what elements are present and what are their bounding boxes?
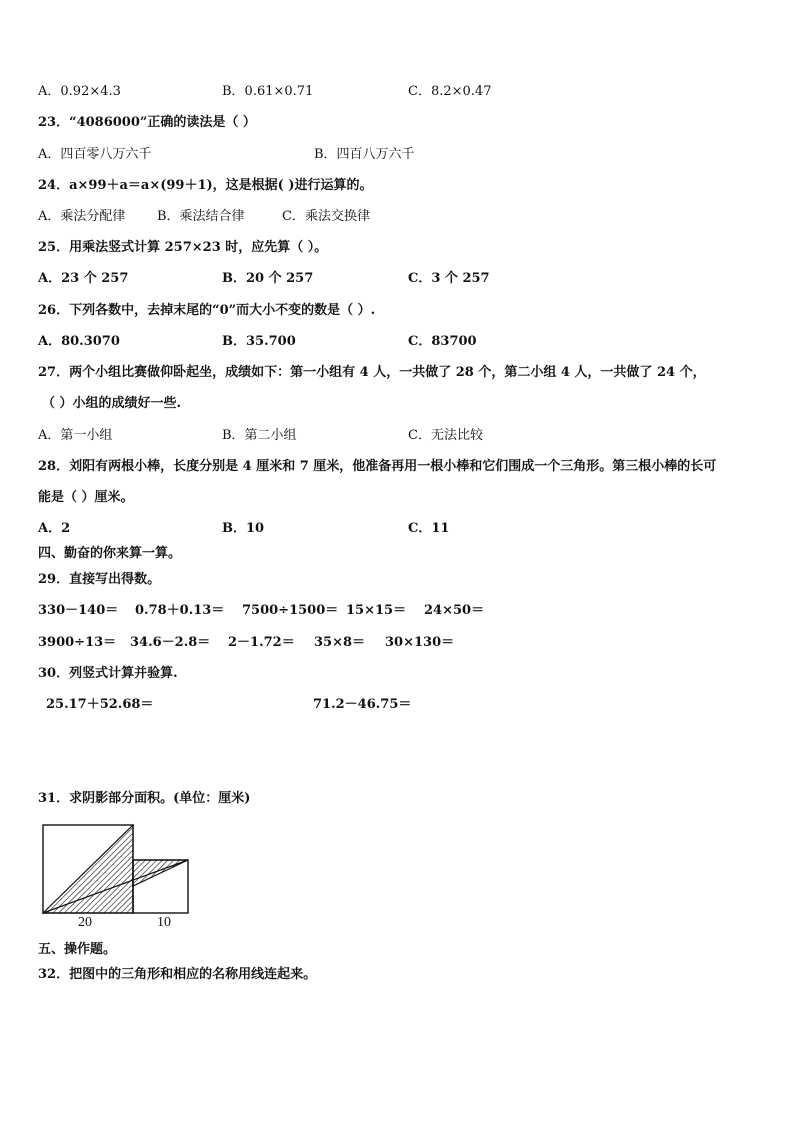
q31-label-20: 20 xyxy=(78,915,92,930)
q24-option-c: C．乘法交换律 xyxy=(282,209,370,224)
q24-question: 24．a×99＋a＝a×(99＋1)，这是根据( )进行运算的。 xyxy=(38,178,373,193)
q30-question: 30．列竖式计算并验算. xyxy=(38,666,178,681)
q31-shaded-area-figure xyxy=(38,820,198,938)
section-5-heading: 五、操作题。 xyxy=(38,942,117,957)
q29-row1-item4: 15×15＝ xyxy=(346,603,407,618)
q31-shaded-triangle-1 xyxy=(43,825,133,913)
q22-option-a: A．0.92×4.3 xyxy=(38,84,121,99)
q22-option-c: C．8.2×0.47 xyxy=(408,84,492,99)
q26-option-c: C．83700 xyxy=(408,334,477,349)
q28-option-a: A．2 xyxy=(38,521,71,536)
q31-label-10: 10 xyxy=(157,915,171,930)
q23-option-b: B．四百八万六千 xyxy=(314,147,415,162)
q28-question-line2: 能是（ ）厘米。 xyxy=(38,490,134,505)
q29-row2-item2: 34.6－2.8＝ xyxy=(130,635,211,650)
q29-row1-item2: 0.78＋0.13＝ xyxy=(135,603,225,618)
q25-question: 25．用乘法竖式计算 257×23 时，应先算（ ）。 xyxy=(38,240,328,255)
q29-row2-item4: 35×8＝ xyxy=(314,635,366,650)
q27-question-line2: （ ）小组的成绩好一些. xyxy=(42,396,182,411)
q25-option-b: B．20 个 257 xyxy=(222,271,314,286)
q30-item2: 71.2－46.75＝ xyxy=(313,697,412,712)
q26-option-a: A．80.3070 xyxy=(38,334,120,349)
q27-option-a: A．第一小组 xyxy=(38,428,113,443)
q30-item1: 25.17＋52.68＝ xyxy=(46,697,154,712)
q28-option-b: B．10 xyxy=(222,521,265,536)
q27-question-line1: 27．两个小组比赛做仰卧起坐，成绩如下：第一小组有 4 人，一共做了 28 个，第二小组 4 人，一共做了 24 个， xyxy=(38,365,706,380)
q26-option-b: B．35.700 xyxy=(222,334,296,349)
q27-option-b: B．第二小组 xyxy=(222,428,297,443)
q31-question: 31．求阴影部分面积。(单位：厘米) xyxy=(38,791,251,806)
q31-shaded-triangle-2 xyxy=(133,860,188,886)
q29-question: 29．直接写出得数。 xyxy=(38,572,161,587)
q24-option-b: B．乘法结合律 xyxy=(157,209,245,224)
q26-question: 26．下列各数中，去掉末尾的“0”而大小不变的数是（ ）. xyxy=(38,303,376,318)
q29-row2-item1: 3900÷13＝ xyxy=(38,635,117,650)
q28-option-c: C．11 xyxy=(408,521,450,536)
section-4-heading: 四、勤奋的你来算一算。 xyxy=(38,546,182,561)
q23-question: 23．“4086000”正确的读法是（ ） xyxy=(38,115,256,130)
q29-row1-item5: 24×50＝ xyxy=(424,603,485,618)
q32-question: 32．把图中的三角形和相应的名称用线连起来。 xyxy=(38,967,317,982)
q29-row2-item5: 30×130＝ xyxy=(385,635,455,650)
q24-option-a: A．乘法分配律 xyxy=(38,209,126,224)
q29-row1-item1: 330－140＝ xyxy=(38,603,119,618)
q27-option-c: C．无法比较 xyxy=(408,428,483,443)
q28-question-line1: 28．刘阳有两根小棒，长度分别是 4 厘米和 7 厘米，他准备再用一根小棒和它们围成一个三角形。第三根小棒的长可 xyxy=(38,459,717,474)
q25-option-a: A．23 个 257 xyxy=(38,271,129,286)
q22-option-b: B．0.61×0.71 xyxy=(222,84,314,99)
q25-option-c: C．3 个 257 xyxy=(408,271,490,286)
q23-option-a: A．四百零八万六千 xyxy=(38,147,152,162)
q29-row1-item3: 7500÷1500＝ xyxy=(242,603,339,618)
q29-row2-item3: 2－1.72＝ xyxy=(228,635,295,650)
